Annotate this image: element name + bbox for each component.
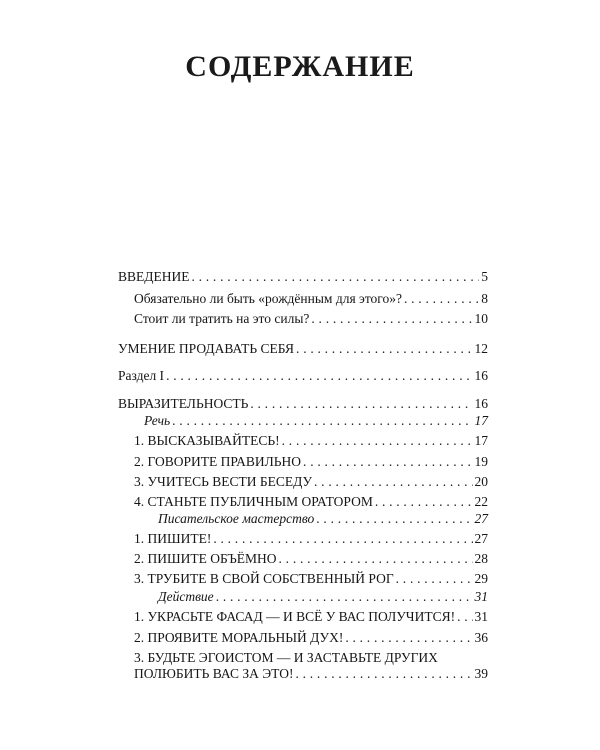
toc-page-number: 28: [474, 551, 488, 566]
toc-entry-title: 1. ВЫСКАЗЫВАЙТЕСЬ!: [134, 433, 280, 448]
toc-leader-dots: [279, 550, 473, 568]
toc-entry-title: ВЫРАЗИТЕЛЬНОСТЬ: [118, 396, 249, 411]
toc-page-number: 16: [474, 396, 488, 411]
toc-entry-title: 2. ПИШИТЕ ОБЪЁМНО: [134, 551, 277, 566]
toc-entry-write[interactable]: [134, 530, 488, 550]
toc-page-number: 39: [474, 666, 488, 681]
toc-entry-title: ПОЛЮБИТЬ ВАС ЗА ЭТО!: [134, 666, 294, 681]
toc-leader-dots: [295, 665, 472, 683]
toc-entry-title: Обязательно ли быть «рождённым для этого»?: [134, 291, 402, 306]
toc-entry-introduction[interactable]: [118, 268, 488, 288]
toc-leader-dots: [311, 310, 472, 328]
toc-entry-title: 2. ГОВОРИТЕ ПРАВИЛЬНО: [134, 454, 302, 469]
toc-entry-speech[interactable]: [144, 412, 488, 432]
toc-leader-dots: [314, 473, 472, 491]
toc-leader-dots: [166, 367, 472, 385]
toc-entry-title: Действие: [158, 589, 214, 604]
toc-leader-dots: [191, 268, 479, 286]
toc-page-number: 20: [474, 474, 488, 489]
toc-entry-be-egoist-line2[interactable]: [134, 665, 488, 685]
toc-page-number: 36: [474, 630, 488, 645]
toc-page-number: 10: [474, 311, 488, 326]
toc-entry-title: 2. ПРОЯВИТЕ МОРАЛЬНЫЙ ДУХ!: [134, 630, 344, 645]
toc-entry-action[interactable]: [158, 588, 488, 608]
toc-entry-title: Раздел I: [118, 368, 165, 383]
toc-page-number: 31: [474, 609, 488, 624]
toc-entry-conversation[interactable]: [134, 473, 488, 493]
toc-page-number: 31: [474, 589, 488, 604]
toc-entry-write-voluminously[interactable]: [134, 550, 488, 570]
toc-leader-dots: [250, 395, 472, 413]
toc-leader-dots: [404, 290, 479, 308]
toc-entry-speak-out[interactable]: [134, 432, 488, 452]
toc-page-number: 17: [474, 433, 488, 448]
toc-leader-dots: [172, 412, 472, 430]
toc-entry-title: 1. ПИШИТЕ!: [134, 531, 212, 546]
toc-entry-title: 1. УКРАСЬТЕ ФАСАД — И ВСЁ У ВАС ПОЛУЧИТСЯ!: [134, 609, 456, 624]
toc-entry-blow-your-horn[interactable]: [134, 570, 488, 590]
toc-entry-title: 4. СТАНЬТЕ ПУБЛИЧНЫМ ОРАТОРОМ: [134, 494, 373, 509]
toc-page-number: 27: [474, 531, 488, 546]
toc-entry-title: Речь: [144, 413, 171, 428]
toc-leader-dots: [213, 530, 472, 548]
toc-entry-title: УМЕНИЕ ПРОДАВАТЬ СЕБЯ: [118, 341, 295, 356]
toc-leader-dots: [345, 629, 472, 647]
toc-entry-selling-yourself[interactable]: [118, 340, 488, 360]
toc-page-number: 22: [474, 494, 488, 509]
toc-entry-title: 3. ТРУБИТЕ В СВОЙ СОБСТВЕННЫЙ РОГ: [134, 571, 394, 586]
toc-entry-worth-effort[interactable]: [134, 310, 488, 330]
toc-leader-dots: [296, 340, 472, 358]
toc-entry-speak-correctly[interactable]: [134, 453, 488, 473]
toc-page-number: 8: [481, 291, 488, 306]
page-title: СОДЕРЖАНИЕ: [185, 50, 415, 83]
toc-leader-dots: [396, 570, 473, 588]
toc-entry-title: Стоит ли тратить на это силы?: [134, 311, 310, 326]
toc-entry-section-1[interactable]: [118, 367, 488, 387]
toc-entry-title: 3. УЧИТЕСЬ ВЕСТИ БЕСЕДУ: [134, 474, 313, 489]
toc-page-number: 17: [474, 413, 488, 428]
toc-leader-dots: [282, 432, 473, 450]
toc-leader-dots: [316, 510, 472, 528]
toc-entry-writing-skill[interactable]: [158, 510, 488, 530]
toc-entry-title: Писательское мастерство: [158, 511, 315, 526]
toc-entry-decorate-facade[interactable]: [134, 608, 488, 628]
toc-leader-dots: [375, 493, 473, 511]
toc-leader-dots: [216, 588, 473, 606]
toc-page-number: 16: [474, 368, 488, 383]
toc-entry-morale[interactable]: [134, 629, 488, 649]
toc-page-number: 5: [481, 269, 488, 284]
toc-page-number: 12: [474, 341, 488, 356]
toc-entry-title: ВВЕДЕНИЕ: [118, 269, 190, 284]
toc-page-number: 27: [474, 511, 488, 526]
toc-leader-dots: [303, 453, 472, 471]
toc-leader-dots: [457, 608, 472, 626]
toc-entry-title: 3. БУДЬТЕ ЭГОИСТОМ — И ЗАСТАВЬТЕ ДРУГИХ: [134, 650, 438, 665]
toc-page-number: 19: [474, 454, 488, 469]
toc-page-number: 29: [474, 571, 488, 586]
toc-entry-born-for-this[interactable]: [134, 290, 488, 310]
